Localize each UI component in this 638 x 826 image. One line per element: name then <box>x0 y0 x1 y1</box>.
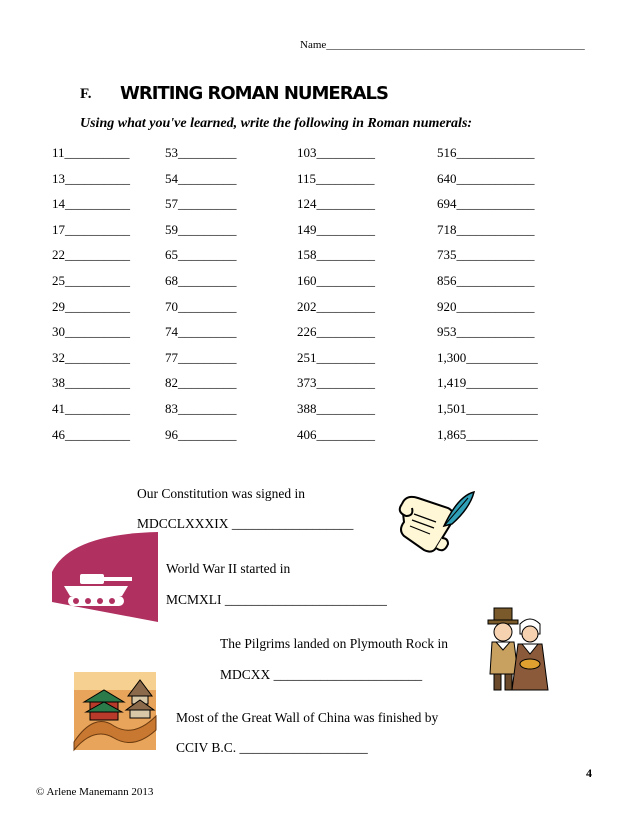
numeral-answer-field[interactable]: 96_________ <box>165 426 237 442</box>
numeral-answer-field[interactable]: 516____________ <box>437 145 535 160</box>
numeral-answer-field[interactable]: 251_________ <box>297 349 375 365</box>
numeral-answer-field[interactable]: 65_________ <box>165 247 237 263</box>
scroll-quill-icon <box>396 486 476 556</box>
pilgrims-icon <box>484 604 550 694</box>
numeral-answer-field[interactable]: 1,865___________ <box>437 426 538 442</box>
numeral-answer-field[interactable]: 124_________ <box>297 196 375 212</box>
name-field[interactable]: Name_______________________________________________ <box>300 39 585 51</box>
numeral-answer-field[interactable]: 25__________ <box>52 273 130 288</box>
numeral-answer-field[interactable]: 694____________ <box>437 196 535 212</box>
numeral-answer-field[interactable]: 115_________ <box>297 170 375 186</box>
numeral-answer-field[interactable]: 57_________ <box>165 196 237 212</box>
numeral-answer-field[interactable]: 388_________ <box>297 401 375 416</box>
numeral-answer-field[interactable]: 46__________ <box>52 426 130 442</box>
numeral-answer-field[interactable]: 103_________ <box>297 145 375 160</box>
numeral-answer-field[interactable]: 53_________ <box>165 145 237 160</box>
numeral-answer-field[interactable]: 32__________ <box>52 349 130 365</box>
numeral-answer-field[interactable]: 13__________ <box>52 170 130 186</box>
numeral-answer-field[interactable]: 149_________ <box>297 221 375 237</box>
numeral-answer-field[interactable]: 226_________ <box>297 324 375 340</box>
numeral-answer-field[interactable]: 70_________ <box>165 298 237 314</box>
great-wall-answer-field[interactable]: CCIV B.C. ___________________ <box>176 740 368 755</box>
numeral-answer-field[interactable]: 11__________ <box>52 145 130 160</box>
numeral-answer-field[interactable]: 202_________ <box>297 298 375 314</box>
constitution-question: Our Constitution was signed in <box>137 486 305 501</box>
pilgrims-answer-field[interactable]: MDCXX ______________________ <box>220 667 423 682</box>
ww2-question: World War II started in <box>166 561 291 576</box>
numeral-answer-field[interactable]: 68_________ <box>165 273 237 288</box>
numeral-answer-field[interactable]: 77_________ <box>165 349 237 365</box>
instructions: Using what you've learned, write the following in Roman numerals: <box>80 116 473 131</box>
numeral-answer-field[interactable]: 953____________ <box>437 324 535 340</box>
numeral-answer-field[interactable]: 406_________ <box>297 426 375 442</box>
numeral-answer-field[interactable]: 30__________ <box>52 324 130 340</box>
numeral-answer-field[interactable]: 160_________ <box>297 273 375 288</box>
numeral-answer-field[interactable]: 41__________ <box>52 401 130 416</box>
numeral-answer-field[interactable]: 1,419___________ <box>437 375 538 391</box>
great-wall-question: Most of the Great Wall of China was finished by <box>176 710 439 725</box>
numeral-answer-field[interactable]: 14__________ <box>52 196 130 212</box>
section-title: WRITING ROMAN NUMERALS <box>120 83 388 104</box>
numeral-answer-field[interactable]: 17__________ <box>52 221 130 237</box>
numeral-answer-field[interactable]: 59_________ <box>165 221 237 237</box>
tank-icon <box>50 532 160 622</box>
numeral-answer-field[interactable]: 83_________ <box>165 401 237 416</box>
numeral-answer-field[interactable]: 373_________ <box>297 375 375 391</box>
constitution-answer-field[interactable]: MDCCLXXXIX __________________ <box>137 516 354 531</box>
numeral-answer-field[interactable]: 82_________ <box>165 375 237 391</box>
numeral-answer-field[interactable]: 38__________ <box>52 375 130 391</box>
great-wall-icon <box>74 672 156 750</box>
numeral-answer-field[interactable]: 22__________ <box>52 247 130 263</box>
ww2-answer-field[interactable]: MCMXLI ________________________ <box>166 592 387 607</box>
numeral-answer-field[interactable]: 54_________ <box>165 170 237 186</box>
section-letter: F. <box>80 86 92 102</box>
pilgrims-question: The Pilgrims landed on Plymouth Rock in <box>220 636 448 651</box>
numeral-answer-field[interactable]: 735____________ <box>437 247 535 263</box>
page-number: 4 <box>586 766 592 780</box>
copyright: © Arlene Manemann 2013 <box>36 786 154 798</box>
numeral-answer-field[interactable]: 856____________ <box>437 273 535 288</box>
numeral-answer-field[interactable]: 920____________ <box>437 298 535 314</box>
numeral-answer-field[interactable]: 158_________ <box>297 247 375 263</box>
numeral-answer-field[interactable]: 1,501___________ <box>437 401 538 416</box>
numeral-answer-field[interactable]: 74_________ <box>165 324 237 340</box>
numeral-answer-field[interactable]: 718____________ <box>437 221 535 237</box>
numeral-answer-field[interactable]: 29__________ <box>52 298 130 314</box>
numeral-answer-field[interactable]: 640____________ <box>437 170 535 186</box>
numeral-answer-field[interactable]: 1,300___________ <box>437 349 538 365</box>
